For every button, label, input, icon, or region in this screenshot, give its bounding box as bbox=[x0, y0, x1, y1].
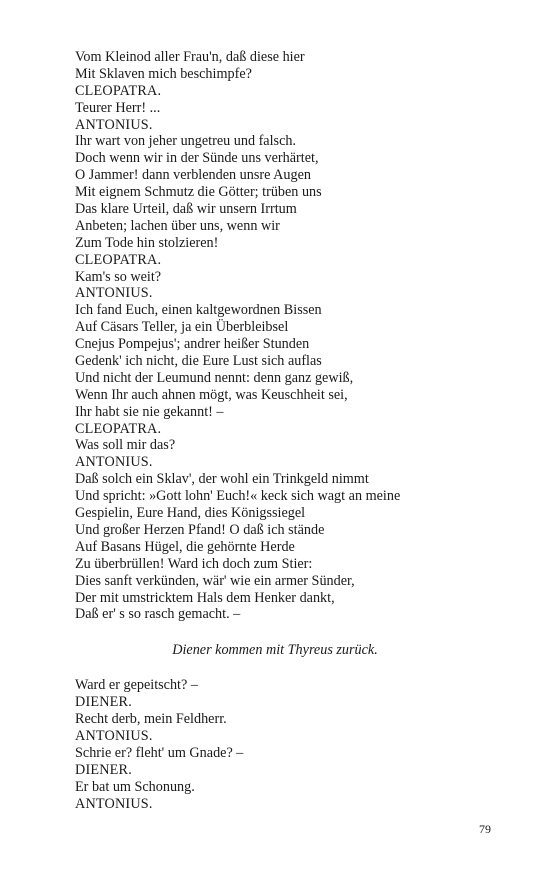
verse-line: Doch wenn wir in der Sünde uns verhärtet, bbox=[75, 150, 319, 167]
verse-line: Cnejus Pompejus'; andrer heißer Stunden bbox=[75, 336, 310, 353]
verse-line: O Jammer! dann verblenden unsre Augen bbox=[75, 167, 311, 184]
stage-direction: Diener kommen mit Thyreus zurück. bbox=[172, 642, 378, 659]
verse-line: Mit eignem Schmutz die Götter; trüben uns bbox=[75, 184, 322, 201]
speaker-name: ANTONIUS. bbox=[75, 727, 153, 744]
verse-line: Der mit umstricktem Hals dem Henker dankt, bbox=[75, 589, 335, 606]
speaker-name: ANTONIUS. bbox=[75, 116, 153, 133]
verse-line: Und großer Herzen Pfand! O daß ich stände bbox=[75, 521, 325, 538]
dialogue-block-one bbox=[75, 49, 495, 623]
verse-line: Und nicht der Leumund nennt: denn ganz gewiß, bbox=[75, 369, 354, 386]
verse-line: Gespielin, Eure Hand, dies Königssiegel bbox=[75, 505, 306, 522]
verse-line: Anbeten; lachen über uns, wenn wir bbox=[75, 217, 280, 234]
verse-line: Mit Sklaven mich beschimpfe? bbox=[75, 65, 252, 82]
verse-line: Das klare Urteil, daß wir unsern Irrtum bbox=[75, 201, 297, 218]
verse-line: Dies sanft verkünden, wär' wie ein armer Sünder, bbox=[75, 572, 355, 589]
verse-line: Und spricht: »Gott lohn' Euch!« keck sich wagt an meine bbox=[75, 488, 401, 505]
verse-line: Daß solch ein Sklav', der wohl ein Trinkgeld nimmt bbox=[75, 471, 369, 488]
verse-line: Recht derb, mein Feldherr. bbox=[75, 711, 227, 728]
page-number: 79 bbox=[479, 822, 491, 836]
verse-line: Schrie er? fleht' um Gnade? – bbox=[75, 744, 244, 761]
verse-line: Auf Basans Hügel, die gehörnte Herde bbox=[75, 538, 295, 555]
speaker-name: DIENER. bbox=[75, 694, 132, 711]
verse-line: Ihr habt sie nie gekannt! – bbox=[75, 403, 224, 420]
verse-line: Gedenk' ich nicht, die Eure Lust sich auflas bbox=[75, 353, 322, 370]
speaker-name: CLEOPATRA. bbox=[75, 82, 162, 99]
verse-line: Was soll mir das? bbox=[75, 437, 176, 454]
verse-line: Ward er gepeitscht? – bbox=[75, 677, 198, 694]
dialogue-block-two bbox=[75, 677, 495, 812]
verse-line: Er bat um Schonung. bbox=[75, 778, 195, 795]
verse-line: Kam's so weit? bbox=[75, 268, 162, 285]
speaker-name: CLEOPATRA. bbox=[75, 420, 162, 437]
speaker-name: CLEOPATRA. bbox=[75, 251, 162, 268]
speaker-name: ANTONIUS. bbox=[75, 454, 153, 471]
verse-line: Zu überbrüllen! Ward ich doch zum Stier: bbox=[75, 555, 313, 572]
speaker-name: DIENER. bbox=[75, 761, 132, 778]
verse-line: Zum Tode hin stolzieren! bbox=[75, 234, 219, 251]
verse-line: Ich fand Euch, einen kaltgewordnen Bissen bbox=[75, 302, 322, 319]
speaker-name: ANTONIUS. bbox=[75, 795, 153, 812]
verse-line: Auf Cäsars Teller, ja ein Überbleibsel bbox=[75, 319, 289, 336]
verse-line: Vom Kleinod aller Frau'n, daß diese hier bbox=[75, 49, 305, 65]
speaker-name: ANTONIUS. bbox=[75, 285, 153, 302]
verse-line: Daß er' s so rasch gemacht. – bbox=[75, 606, 241, 623]
page-body bbox=[75, 49, 495, 812]
verse-line: Teurer Herr! ... bbox=[75, 99, 161, 116]
verse-line: Wenn Ihr auch ahnen mögt, was Keuschheit sei, bbox=[75, 386, 348, 403]
verse-line: Ihr wart von jeher ungetreu und falsch. bbox=[75, 133, 297, 150]
